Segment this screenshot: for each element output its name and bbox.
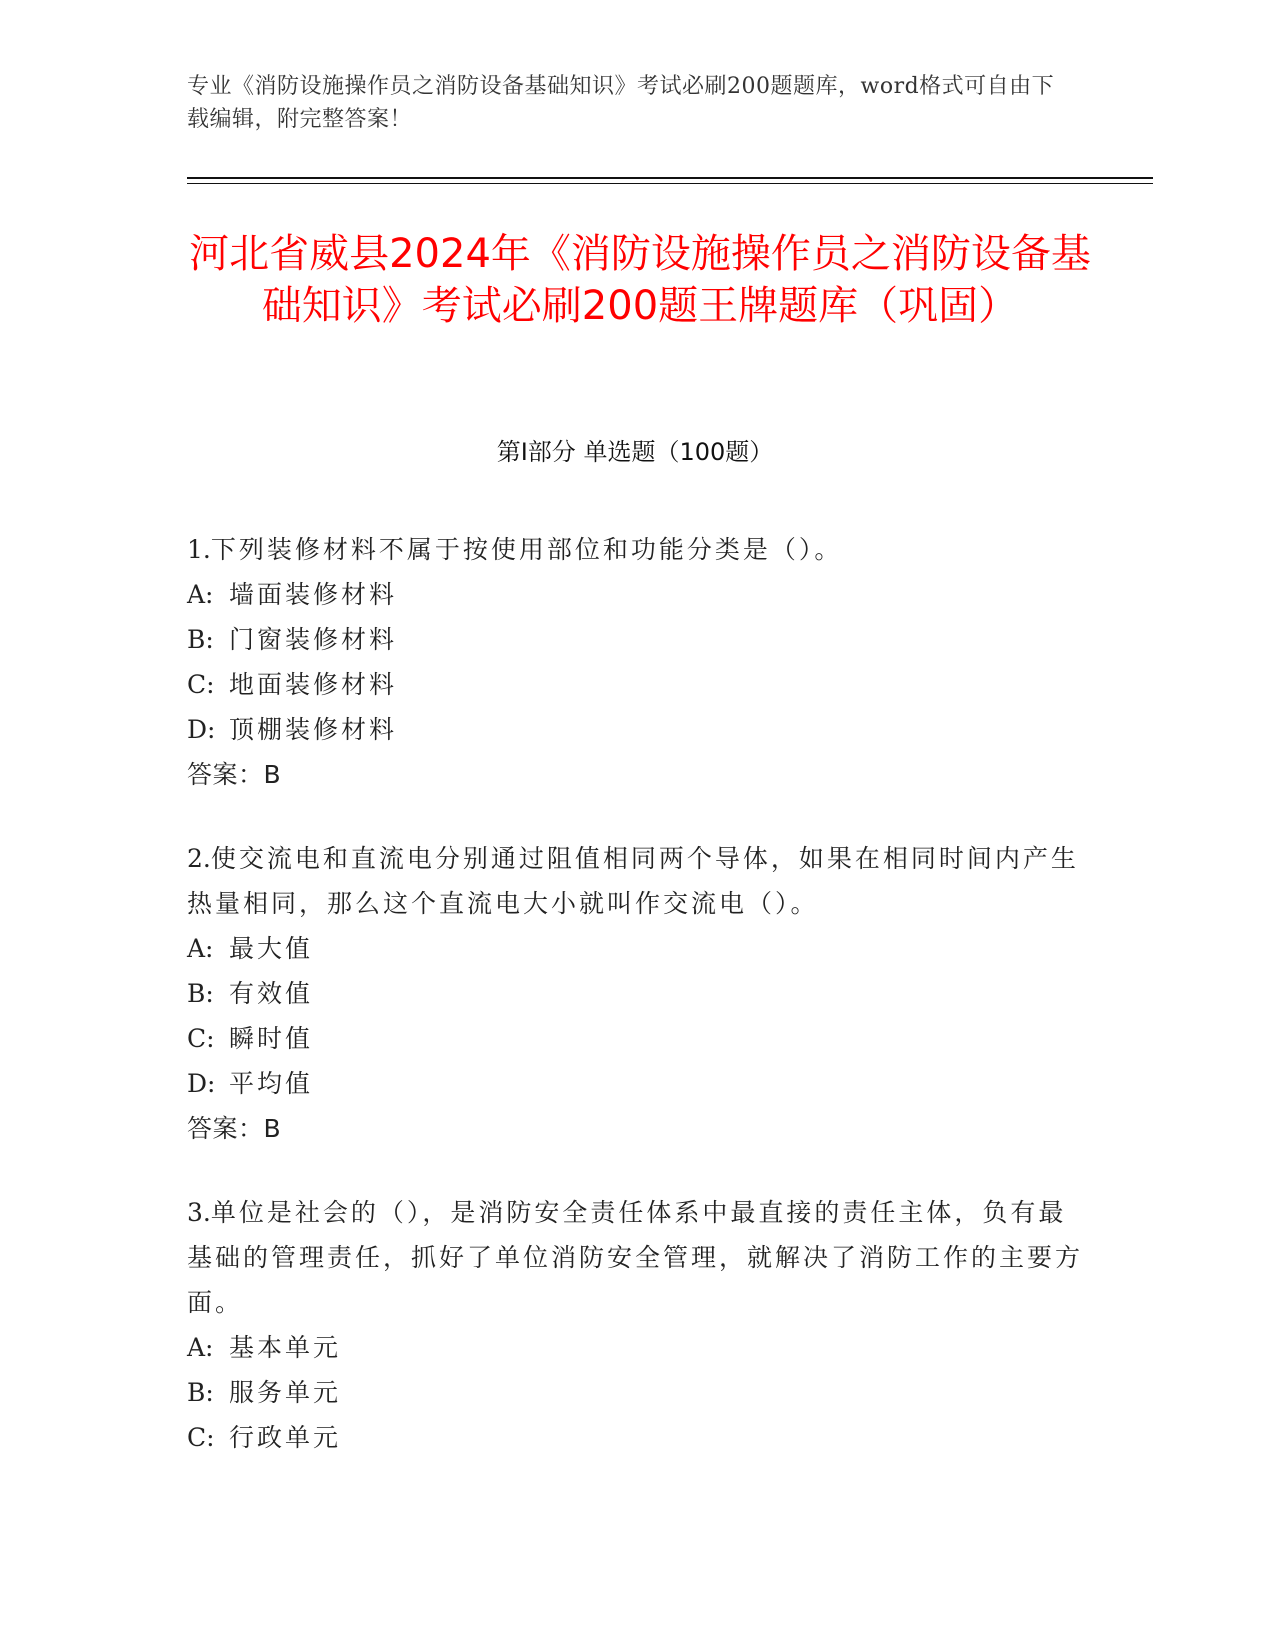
option-b: [187, 617, 1087, 662]
section-heading: 第I部分 单选题（100题）: [496, 438, 774, 466]
option-key: A:: [187, 934, 214, 963]
option-key: D:: [187, 1069, 216, 1098]
header-note: 专业《消防设施操作员之消防设备基础知识》考试必刷200题题库，word格式可自由下载编辑，附完整答案！: [187, 74, 1055, 132]
option-c: [187, 662, 1087, 707]
option-key: A:: [187, 1333, 214, 1362]
option-a: [187, 926, 1087, 971]
option-key: C:: [187, 670, 215, 699]
option-d: [187, 707, 1087, 752]
option-b: [187, 1370, 1087, 1415]
option-key: D:: [187, 715, 216, 744]
answer-label: 答案：: [187, 1114, 264, 1143]
question-number: 3.: [187, 1198, 211, 1227]
option-b: [187, 971, 1087, 1016]
question-text: 单位是社会的（），是消防安全责任体系中最直接的责任主体，负有最基础的管理责任，抓好了单位消防安全管理，就解决了消防工作的主要方面。: [187, 1198, 1084, 1317]
option-key: C:: [187, 1024, 215, 1053]
header-rule-thin: [187, 183, 1153, 184]
question-stem: [187, 1190, 1087, 1325]
answer-line: [187, 752, 1087, 797]
option-key: B:: [187, 1378, 214, 1407]
question-number: 2.: [187, 844, 211, 873]
answer-line: [187, 1106, 1087, 1151]
option-key: C:: [187, 1423, 215, 1452]
question-number: 1.: [187, 535, 211, 564]
question-2: [187, 836, 1087, 1151]
option-text: 平均值: [229, 1069, 314, 1098]
document-title: 河北省威县2024年《消防设施操作员之消防设备基础知识》考试必刷200题王牌题库（巩固）: [189, 231, 1091, 329]
header-rule-thick: [187, 177, 1153, 179]
option-c: [187, 1016, 1087, 1061]
answer-value: B: [263, 1114, 282, 1143]
question-1: [187, 527, 1087, 797]
option-text: 墙面装修材料: [229, 580, 398, 609]
option-text: 地面装修材料: [229, 670, 398, 699]
option-d: [187, 1061, 1087, 1106]
answer-value: B: [263, 760, 282, 789]
option-key: B:: [187, 979, 214, 1008]
option-a: [187, 572, 1087, 617]
option-text: 有效值: [229, 979, 314, 1008]
question-text: 下列装修材料不属于按使用部位和功能分类是（）。: [210, 535, 843, 564]
option-a: [187, 1325, 1087, 1370]
question-stem: [187, 836, 1087, 926]
question-list: [187, 527, 1087, 1499]
option-text: 门窗装修材料: [229, 625, 398, 654]
question-3: [187, 1190, 1087, 1460]
question-stem: [187, 527, 1087, 572]
option-text: 基本单元: [229, 1333, 342, 1362]
option-text: 服务单元: [229, 1378, 342, 1407]
option-text: 顶棚装修材料: [229, 715, 398, 744]
option-text: 最大值: [229, 934, 314, 963]
option-text: 行政单元: [229, 1423, 342, 1452]
option-key: A:: [187, 580, 214, 609]
option-c: [187, 1415, 1087, 1460]
option-text: 瞬时值: [229, 1024, 314, 1053]
question-text: 使交流电和直流电分别通过阻值相同两个导体，如果在相同时间内产生热量相同，那么这个直流电大小就叫作交流电（）。: [187, 844, 1079, 918]
answer-label: 答案：: [187, 760, 264, 789]
option-key: B:: [187, 625, 214, 654]
